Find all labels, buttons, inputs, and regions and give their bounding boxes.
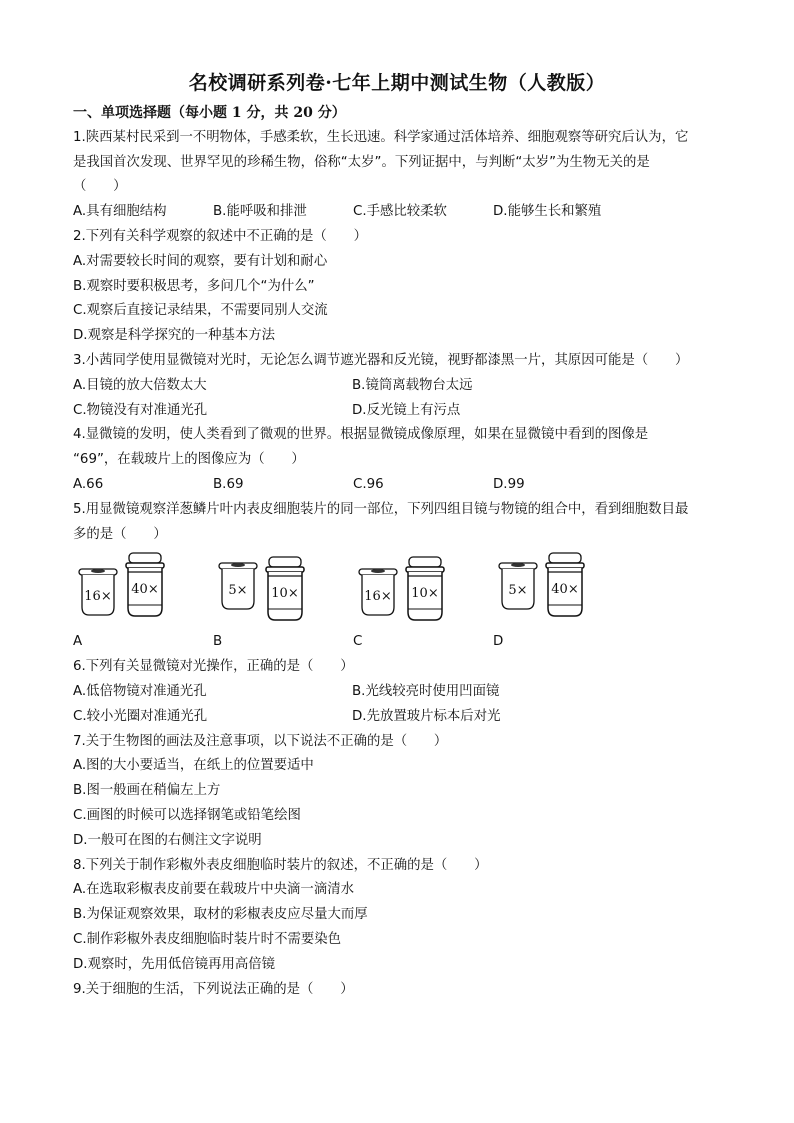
question-8 <box>73 854 733 978</box>
question-text: 是我国首次发现、世界罕见的珍稀生物，俗称“太岁”。下列证据中，与判断“太岁”为生物无关的是 <box>73 154 650 170</box>
question-text: 8.下列关于制作彩椒外表皮细胞临时装片的叙述，不正确的是（ ） <box>73 857 488 873</box>
option-b: B.图一般画在稍偏左上方 <box>73 783 221 799</box>
svg-text:5×: 5× <box>508 583 528 599</box>
question-5 <box>73 498 733 655</box>
question-text: 多的是（ ） <box>73 526 167 542</box>
question-4 <box>73 423 733 497</box>
option-a: A.对需要较长时间的观察，要有计划和耐心 <box>73 253 328 269</box>
option-c: C.96 <box>353 476 384 492</box>
question-text: （ ） <box>73 179 127 195</box>
eyepiece-icon <box>359 569 397 615</box>
option-c: C.画图的时候可以选择钢笔或铅笔绘图 <box>73 807 301 823</box>
lens-pair-c <box>357 551 457 626</box>
lens-pair-d <box>497 551 597 626</box>
svg-text:16×: 16× <box>364 589 392 605</box>
question-7 <box>73 730 733 854</box>
lens-pair-a <box>77 551 177 626</box>
question-text: 4.显微镜的发明，使人类看到了微观的世界。根据显微镜成像原理，如果在显微镜中看到的图像是 <box>73 427 649 443</box>
eyepiece-icon <box>499 563 537 609</box>
question-1 <box>73 126 733 225</box>
option-d: D.观察时，先用低倍镜再用高倍镜 <box>73 956 276 972</box>
option-c: C.制作彩椒外表皮细胞临时装片时不需要染色 <box>73 931 342 947</box>
lens-figure <box>73 547 733 630</box>
objective-icon <box>126 553 164 616</box>
figure-label-b: B <box>213 634 223 650</box>
option-a: A.具有细胞结构 <box>73 204 167 220</box>
option-b: B.69 <box>213 476 244 492</box>
option-c: C.手感比较柔软 <box>353 204 447 220</box>
question-text: 5.用显微镜观察洋葱鳞片叶内表皮细胞装片的同一部位，下列四组目镜与物镜的组合中，看到细胞数目最 <box>73 501 689 517</box>
eyepiece-icon <box>79 569 117 615</box>
option-d: D.观察是科学探究的一种基本方法 <box>73 328 276 344</box>
question-text: 3.小茜同学使用显微镜对光时，无论怎么调节遮光器和反光镜，视野都漆黑一片，其原因可能是（ ） <box>73 352 689 368</box>
option-c: C.物镜没有对准通光孔 <box>73 402 208 418</box>
svg-text:5×: 5× <box>228 583 248 599</box>
option-b: B.能呼吸和排泄 <box>213 204 307 220</box>
svg-text:40×: 40× <box>131 582 159 598</box>
option-a: A.低倍物镜对准通光孔 <box>73 683 207 699</box>
option-b: B.为保证观察效果，取材的彩椒表皮应尽量大而厚 <box>73 907 368 923</box>
question-text: 9.关于细胞的生活，下列说法正确的是（ ） <box>73 981 354 997</box>
question-2 <box>73 225 733 349</box>
option-b: B.观察时要积极思考，多问几个“为什么” <box>73 278 315 294</box>
option-a: A.图的大小要适当，在纸上的位置要适中 <box>73 758 314 774</box>
option-d: D.反光镜上有污点 <box>352 402 461 418</box>
svg-text:10×: 10× <box>271 586 299 602</box>
figure-label-d: D <box>493 634 504 650</box>
question-6 <box>73 655 733 729</box>
exam-content <box>73 101 733 1002</box>
svg-text:40×: 40× <box>551 582 579 598</box>
option-d: D.能够生长和繁殖 <box>493 204 602 220</box>
figure-label-a: A <box>73 634 83 650</box>
objective-icon <box>266 557 304 620</box>
page-title: 名校调研系列卷·七年上期中测试生物（人教版） <box>188 72 606 94</box>
question-3 <box>73 349 733 423</box>
option-c: C.观察后直接记录结果，不需要同别人交流 <box>73 303 328 319</box>
svg-text:16×: 16× <box>84 589 112 605</box>
question-text: 6.下列有关显微镜对光操作，正确的是（ ） <box>73 659 354 675</box>
option-a: A.66 <box>73 476 104 492</box>
option-c: C.较小光圈对准通光孔 <box>73 708 208 724</box>
option-a: A.目镜的放大倍数太大 <box>73 377 207 393</box>
question-text: 2.下列有关科学观察的叙述中不正确的是（ ） <box>73 228 367 244</box>
section-heading: 一、单项选择题（每小题 1 分，共 20 分） <box>73 105 346 121</box>
svg-text:10×: 10× <box>411 586 439 602</box>
figure-label-c: C <box>353 634 363 650</box>
option-b: B.镜筒离载物台太远 <box>352 377 473 393</box>
objective-icon <box>546 553 584 616</box>
question-text: 7.关于生物图的画法及注意事项，以下说法不正确的是（ ） <box>73 733 448 749</box>
option-d: D.99 <box>493 476 525 492</box>
lens-pair-b <box>217 551 317 626</box>
eyepiece-icon <box>219 563 257 609</box>
question-text: “69”，在载玻片上的图像应为（ ） <box>73 452 305 468</box>
option-b: B.光线较亮时使用凹面镜 <box>352 683 500 699</box>
option-d: D.一般可在图的右侧注文字说明 <box>73 832 262 848</box>
objective-icon <box>406 557 444 620</box>
option-d: D.先放置玻片标本后对光 <box>352 708 501 724</box>
question-9 <box>73 978 733 1003</box>
question-text: 1.陕西某村民采到一不明物体，手感柔软，生长迅速。科学家通过活体培养、细胞观察等研究后认为，它 <box>73 129 689 145</box>
option-a: A.在选取彩椒表皮前要在载玻片中央滴一滴清水 <box>73 882 354 898</box>
